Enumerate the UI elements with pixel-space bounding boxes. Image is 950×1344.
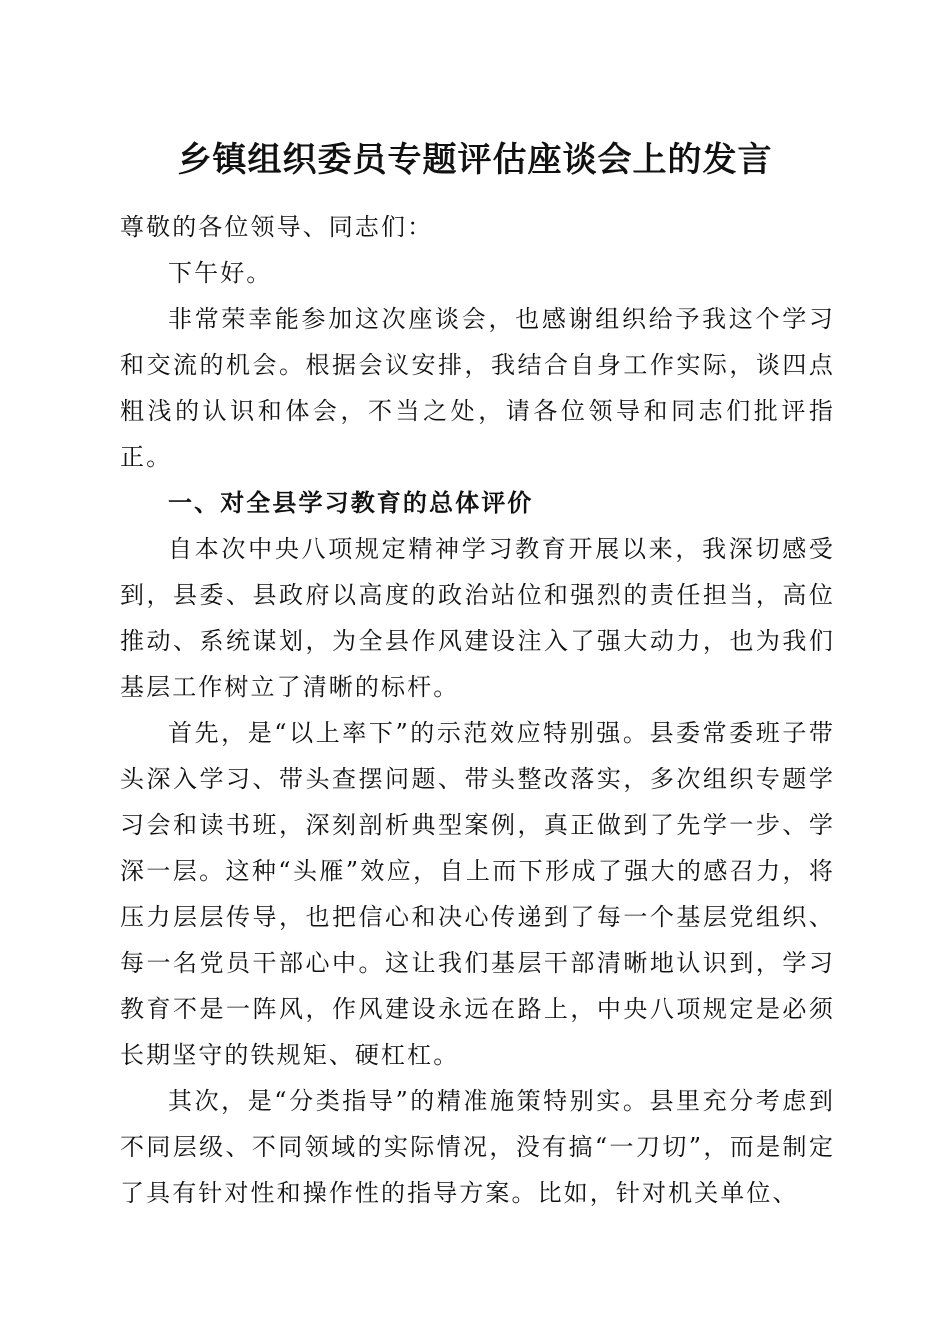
paragraph: 其次，是“分类指导”的精准施策特别实。县里充分考虑到不同层级、不同领域的实际情况，没有搞“一刀切”，而是制定了具有针对性和操作性的指导方案。比如，针对机关单位、: [120, 1087, 835, 1207]
paragraph: 自本次中央八项规定精神学习教育开展以来，我深切感受到，县委、县政府以高度的政治站位和强烈的责任担当，高位推动、系统谋划，为全县作风建设注入了强大动力，也为我们基层工作树立了清晰的标杆。: [120, 535, 835, 701]
paragraph-intro: 非常荣幸能参加这次座谈会，也感谢组织给予我这个学习和交流的机会。根据会议安排，我结合自身工作实际，谈四点粗浅的认识和体会，不当之处，请各位领导和同志们批评指正。: [120, 305, 835, 471]
section-heading: 一、对全县学习教育的总体评价: [168, 489, 534, 517]
paragraph: 首先，是“以上率下”的示范效应特别强。县委常委班子带头深入学习、带头查摆问题、带头整改落实，多次组织专题学习会和读书班，深刻剖析典型案例，真正做到了先学一步、学深一层。这种“头雁”效应，自上而下形成了强大的感召力，将压力层层传导，也把信心和决心传递到了每一个基层党组织、每一名党员干部心中。这让我们基层干部清晰地认识到，学习教育不是一阵风，作风建设永远在路上，中央八项规定是必须长期坚守的铁规矩、硬杠杠。: [120, 719, 835, 1069]
greeting: 下午好。: [168, 259, 273, 287]
salutation: 尊敬的各位领导、同志们：: [120, 213, 434, 241]
document-title: 乡镇组织委员专题评估座谈会上的发言: [177, 140, 773, 180]
document-body: [120, 204, 835, 1216]
